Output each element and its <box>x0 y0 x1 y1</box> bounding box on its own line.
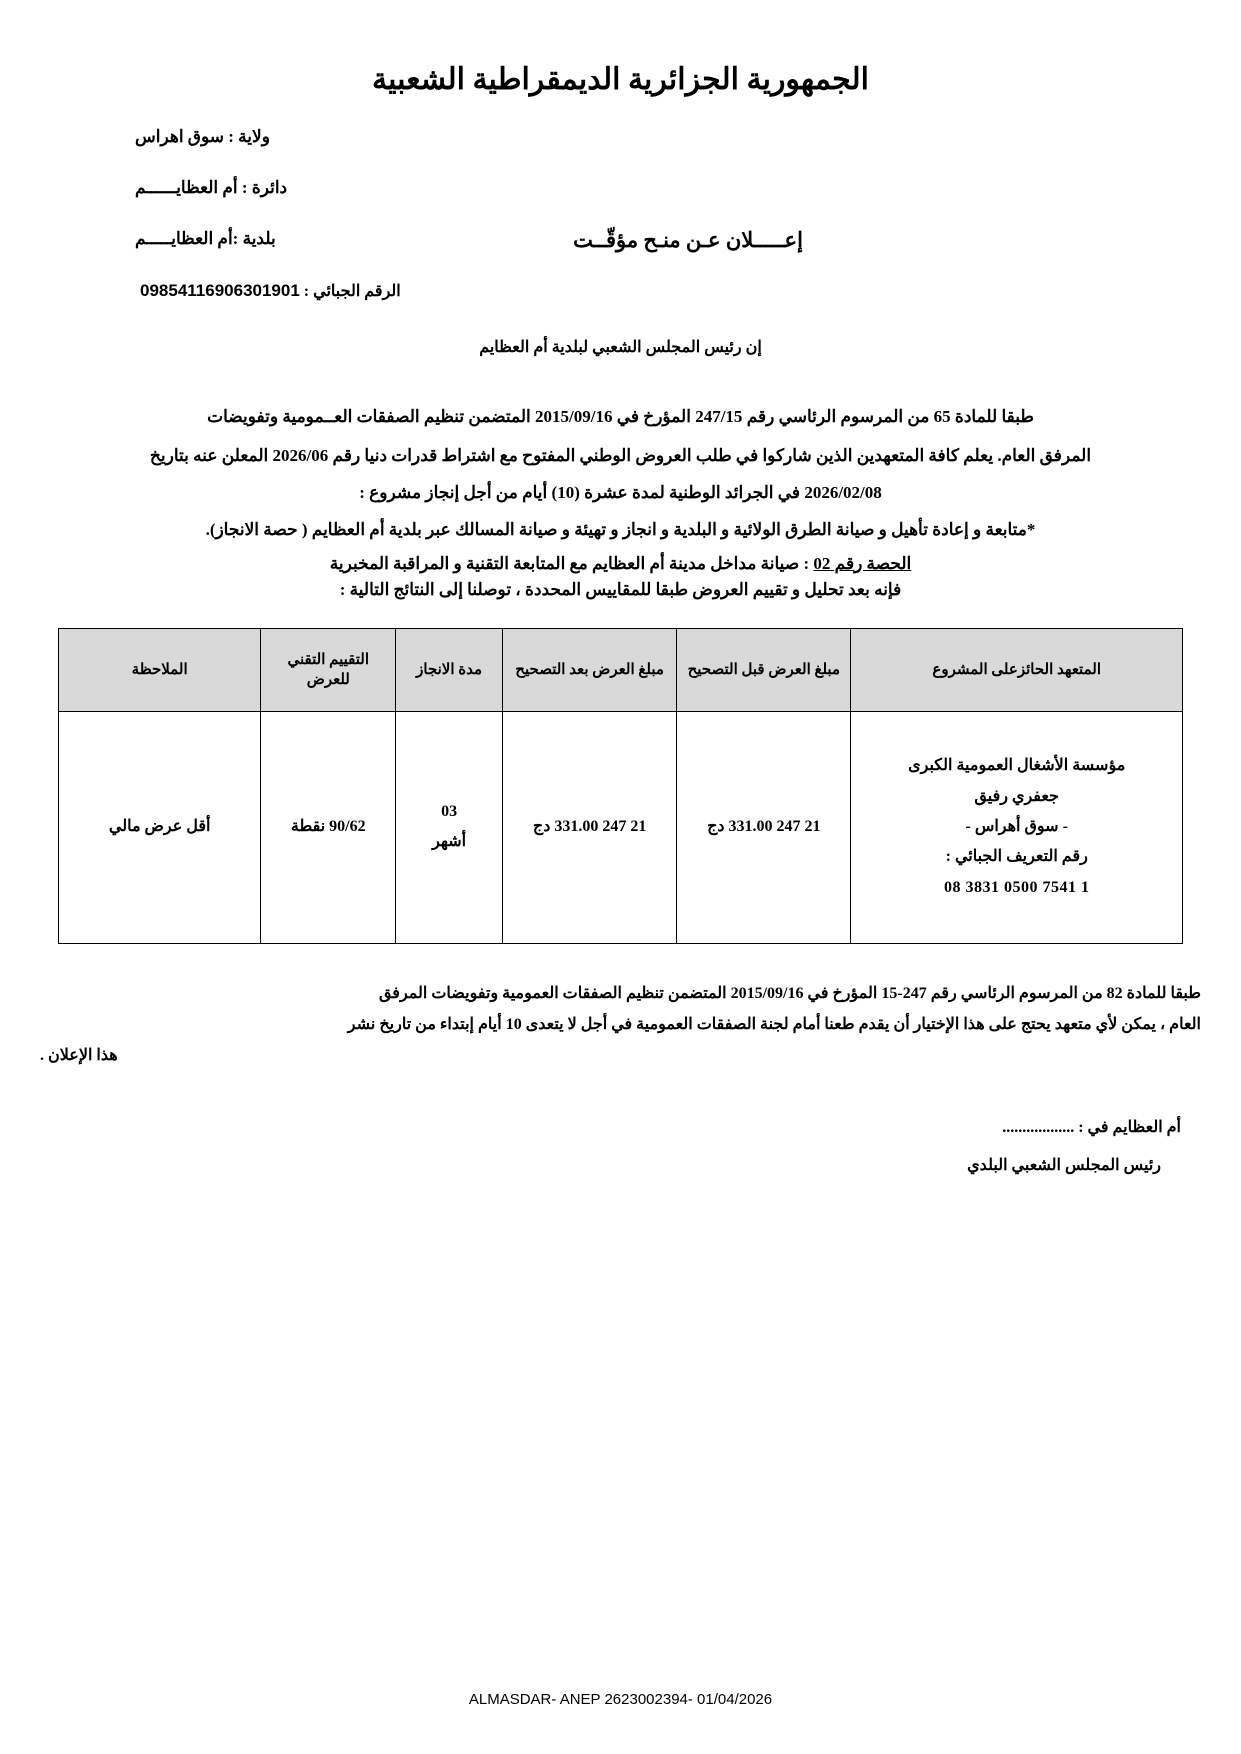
wilaya-line: ولاية : سوق اهراس <box>135 127 270 146</box>
col-header-amount-after: مبلغ العرض بعد التصحيح <box>502 628 676 711</box>
signature-role: رئيس المجلس الشعبي البلدي <box>967 1157 1161 1175</box>
table-row <box>59 711 1183 943</box>
bidder-nif-label: رقم التعريف الجبائي : <box>945 848 1088 866</box>
bidder-company-name: مؤسسة الأشغال العمومية الكبرى <box>908 757 1126 775</box>
lot-line <box>36 554 1205 574</box>
cell-amount-before: 21 247 331.00 دج <box>677 711 851 943</box>
lot-description: : صيانة مداخل مدينة أم العظايم مع المتابعة التقنية و المراقبة المخبرية <box>329 553 814 573</box>
col-header-note: الملاحظة <box>59 628 261 711</box>
cell-bidder <box>851 711 1183 943</box>
tax-number-line <box>0 281 1241 301</box>
bidder-nif-number: 1 7541 0500 3831 08 <box>943 878 1090 896</box>
decree-paragraph-line-2: المرفق العام. يعلم كافة المتعهدين الذين شاركوا في طلب العروض الوطني المفتوح مع اشتراط قدرات دنيا رقم 2026/06 المعلن عنه بتاريخ <box>149 445 1092 465</box>
announcement-title: إعـــــلان عـن منـح مؤقّــت <box>573 228 803 252</box>
appeal-line-3: هذا الإعلان . <box>40 1047 118 1065</box>
body-text-block <box>0 399 1241 600</box>
col-header-bidder: المتعهد الحائزعلى المشروع <box>851 628 1183 711</box>
header-identity-block <box>0 127 1241 252</box>
duration-number: 03 <box>441 802 458 820</box>
lot-number-label: الحصة رقم 02 <box>813 553 912 573</box>
results-intro-line: فإنه بعد تحليل و تقييم العروض طبقا للمقاييس المحددة ، توصلنا إلى النتائج التالية : <box>339 579 902 599</box>
baladia-line-row <box>135 228 1241 252</box>
results-table-wrapper <box>0 628 1241 944</box>
decree-paragraph-line-1: طبقا للمادة 65 من المرسوم الرئاسي رقم 247/15 المؤرخ في 2015/09/16 المتضمن تنظيم الصفقات العــمومية وتفويضات <box>207 407 1034 426</box>
cell-technical-score: 90/62 نقطة <box>261 711 396 943</box>
tax-number-label: الرقم الجبائي : <box>303 283 401 300</box>
appeal-line-2: العام ، يمكن لأي متعهد يحتج على هذا الإختيار أن يقدم طعنا أمام لجنة الصفقات العمومية في أجل لا يتعدى 10 أيام إبتداء من تاريخ نشر <box>347 1015 1201 1033</box>
signature-place-date: أم العظايم في : .................. <box>1002 1119 1181 1137</box>
results-table <box>58 628 1183 944</box>
bidder-city: - سوق أهراس - <box>965 818 1068 836</box>
page-title: الجمهورية الجزائرية الديمقراطية الشعبية <box>372 63 869 96</box>
decree-paragraph-line-3: 2026/02/08 في الجرائد الوطنية لمدة عشرة (10) أيام من أجل إنجاز مشروع : <box>359 483 882 503</box>
baladia-line: بلدية :أم العظايـــــم <box>135 229 276 248</box>
col-header-duration: مدة الانجاز <box>396 628 503 711</box>
cell-note: أقل عرض مالي <box>59 711 261 943</box>
bidder-manager-name: جعفري رفيق <box>974 787 1060 805</box>
duration-unit: أشهر <box>432 833 467 851</box>
col-header-amount-before: مبلغ العرض قبل التصحيح <box>677 628 851 711</box>
appeal-line-1: طبقا للمادة 82 من المرسوم الرئاسي رقم 247-15 المؤرخ في 2015/09/16 المتضمن تنظيم الصفقات العمومية وتفويضات المرفق <box>378 984 1201 1002</box>
table-header-row <box>59 628 1183 711</box>
daira-line: دائرة : أم العظايــــــم <box>135 178 288 197</box>
cell-duration <box>396 711 503 943</box>
cell-amount-after: 21 247 331.00 دج <box>502 711 676 943</box>
tax-number-value: 09854116906301901 <box>140 281 300 300</box>
signature-block <box>0 1117 1241 1175</box>
project-description-line: *متابعة و إعادة تأهيل و صيانة الطرق الولائية و البلدية و انجاز و تهيئة و صيانة المسالك عبر بلدية أم العظايم ( حصة الانجاز). <box>205 519 1036 539</box>
page-footer: ALMASDAR- ANEP 2623002394- 01/04/2026 <box>468 1691 773 1708</box>
president-statement: إن رئيس المجلس الشعبي لبلدية أم العظايم <box>479 339 762 356</box>
col-header-technical-score: التقييم التقني للعرض <box>261 628 396 711</box>
appeal-paragraph-block <box>0 978 1241 1072</box>
